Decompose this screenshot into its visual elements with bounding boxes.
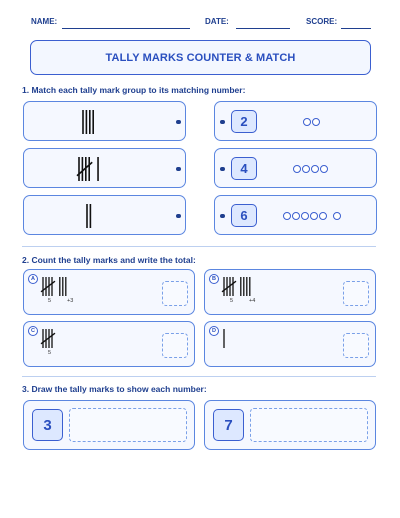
name-label: NAME: [31, 17, 58, 26]
counting-circle [310, 212, 318, 220]
tally-label: 5 [230, 298, 234, 304]
match-dot[interactable] [220, 214, 225, 219]
answer-box[interactable] [162, 333, 188, 358]
name-line[interactable] [62, 28, 190, 29]
title-box [30, 40, 371, 75]
match-dot[interactable] [176, 167, 181, 172]
letter-badge: A [28, 274, 38, 284]
count-card-d [204, 321, 376, 367]
counting-circles [293, 165, 328, 173]
letter-badge: D [209, 326, 219, 336]
count-card-c [23, 321, 195, 367]
counting-circles [303, 118, 320, 126]
draw-area[interactable] [250, 408, 368, 442]
counting-circle [312, 118, 320, 126]
section-divider [22, 376, 376, 377]
page-title: TALLY MARKS COUNTER & MATCH [105, 51, 296, 64]
count-card-a [23, 269, 195, 315]
match-dot[interactable] [176, 120, 181, 125]
counting-circle [302, 165, 310, 173]
letter-badge: B [209, 274, 219, 284]
tally-marks [82, 110, 112, 134]
tally-marks [78, 157, 112, 181]
match-right-card-2[interactable] [214, 148, 377, 188]
number-box: 3 [32, 409, 63, 441]
section-divider [22, 246, 376, 247]
draw-area[interactable] [69, 408, 187, 442]
tally-label: 5 [48, 350, 52, 356]
draw-card-1 [23, 400, 195, 450]
number-box: 4 [231, 157, 257, 180]
section-1-title: 1. Match each tally mark group to its matching number: [22, 85, 246, 95]
draw-card-2 [204, 400, 376, 450]
number-box: 6 [231, 204, 257, 227]
tally-marks [42, 329, 102, 349]
date-label: DATE: [205, 17, 229, 26]
number-box: 2 [231, 110, 257, 133]
match-right-card-1[interactable] [214, 101, 377, 141]
tally-label: 5 [48, 298, 52, 304]
section-2-title: 2. Count the tally marks and write the total: [22, 255, 196, 265]
match-left-card-2[interactable] [23, 148, 186, 188]
counting-circle [301, 212, 309, 220]
date-line[interactable] [236, 28, 290, 29]
count-card-b [204, 269, 376, 315]
letter-badge: C [28, 326, 38, 336]
match-right-card-3[interactable] [214, 195, 377, 235]
counting-circle [319, 212, 327, 220]
tally-marks [223, 277, 283, 297]
answer-box[interactable] [343, 333, 369, 358]
counting-circles [283, 212, 341, 220]
match-dot[interactable] [176, 214, 181, 219]
tally-marks [86, 204, 106, 228]
counting-circle [333, 212, 341, 220]
score-label: SCORE: [306, 17, 338, 26]
match-left-card-3[interactable] [23, 195, 186, 235]
match-dot[interactable] [220, 167, 225, 172]
counting-circle [311, 165, 319, 173]
counting-circle [303, 118, 311, 126]
tally-marks [42, 277, 102, 297]
tally-label: +3 [67, 298, 74, 304]
counting-circle [292, 212, 300, 220]
counting-circle [320, 165, 328, 173]
counting-circle [293, 165, 301, 173]
score-line[interactable] [341, 28, 371, 29]
number-box: 7 [213, 409, 244, 441]
tally-label: +4 [249, 298, 256, 304]
tally-marks [223, 329, 283, 349]
answer-box[interactable] [162, 281, 188, 306]
answer-box[interactable] [343, 281, 369, 306]
match-dot[interactable] [220, 120, 225, 125]
section-3-title: 3. Draw the tally marks to show each number: [22, 384, 207, 394]
match-left-card-1[interactable] [23, 101, 186, 141]
counting-circle [283, 212, 291, 220]
